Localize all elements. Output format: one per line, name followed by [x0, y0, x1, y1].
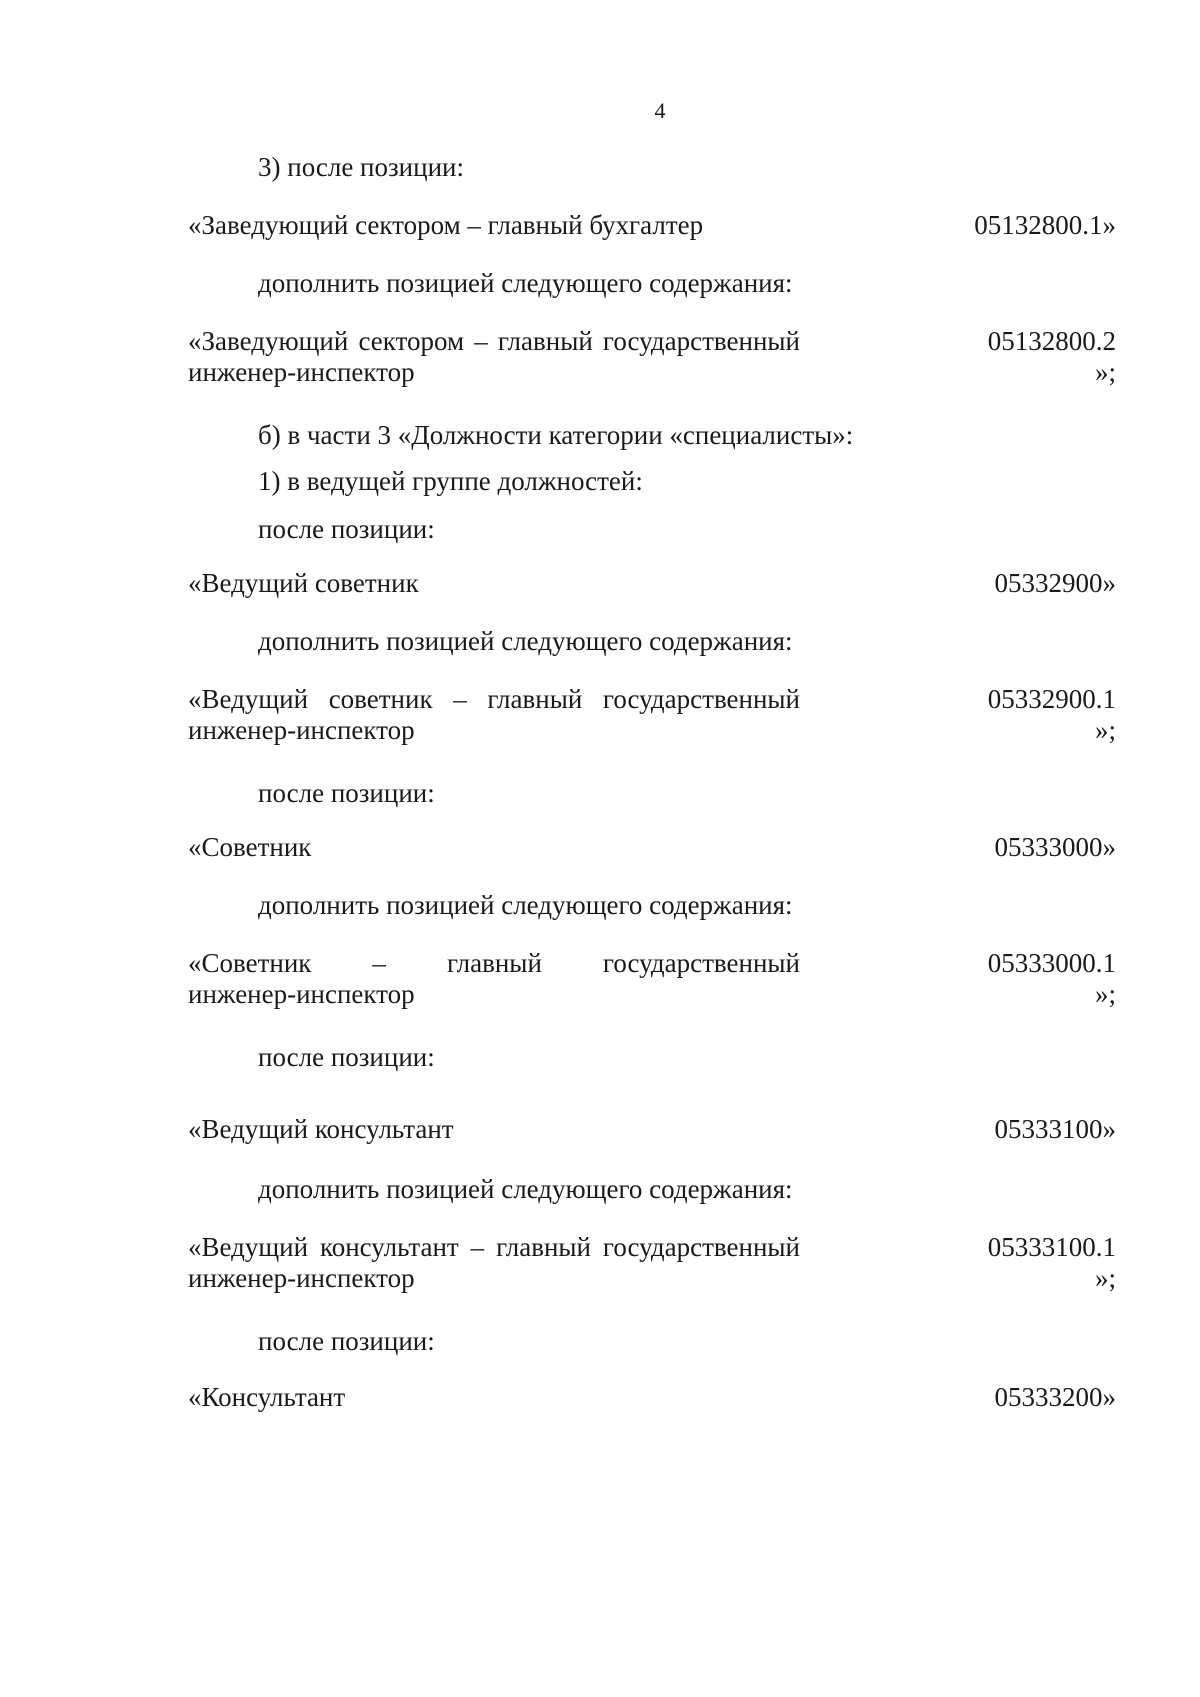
code-value: 05332900.1	[987, 684, 1116, 714]
code-end: »;	[1094, 979, 1116, 1009]
position-leading-consultant: «Ведущий консультант	[188, 1114, 454, 1144]
position-line2: инженер-инспектор	[188, 979, 415, 1009]
position-line1: «Ведущий консультант – главный государственный	[188, 1232, 800, 1262]
paragraph-add-position-2: дополнить позицией следующего содержания:	[258, 626, 793, 656]
position-leading-consultant-inspector	[188, 1232, 800, 1294]
position-leading-advisor: «Ведущий советник	[188, 568, 419, 598]
position-code-leading-consultant-inspector	[930, 1232, 1116, 1294]
paragraph-after-position-4: после позиции:	[258, 1326, 435, 1356]
position-advisor-inspector	[188, 948, 800, 1010]
position-code-leading-consultant: 05333100»	[994, 1114, 1116, 1144]
position-code-consultant: 05333200»	[994, 1382, 1116, 1412]
code-end: »;	[1094, 1263, 1116, 1293]
paragraph-add-position-3: дополнить позицией следующего содержания:	[258, 890, 793, 920]
paragraph-item-3: 3) после позиции:	[258, 152, 464, 182]
position-line1: «Заведующий сектором – главный государственный	[188, 326, 800, 356]
position-code-leading-advisor: 05332900»	[994, 568, 1116, 598]
paragraph-add-position-1: дополнить позицией следующего содержания:	[258, 268, 793, 298]
position-advisor: «Советник	[188, 832, 312, 862]
paragraph-part-3: б) в части 3 «Должности категории «специалисты»:	[258, 420, 854, 450]
code-value: 05132800.2	[987, 326, 1116, 356]
position-code-leading-advisor-inspector	[930, 684, 1116, 746]
paragraph-after-position-1: после позиции:	[258, 514, 435, 544]
position-consultant: «Консультант	[188, 1382, 346, 1412]
position-head-inspector	[188, 326, 800, 388]
code-end: »;	[1094, 357, 1116, 387]
position-code-head-inspector	[930, 326, 1116, 388]
position-line2: инженер-инспектор	[188, 715, 415, 745]
code-end: »;	[1094, 715, 1116, 745]
position-leading-advisor-inspector	[188, 684, 800, 746]
paragraph-after-position-3: после позиции:	[258, 1042, 435, 1072]
position-code-advisor: 05333000»	[994, 832, 1116, 862]
position-line1: «Советник – главный государственный	[188, 948, 800, 978]
paragraph-after-position-2: после позиции:	[258, 778, 435, 808]
position-code-advisor-inspector	[930, 948, 1116, 1010]
position-line1: «Ведущий советник – главный государственный	[188, 684, 800, 714]
position-head-accountant: «Заведующий сектором – главный бухгалтер	[188, 210, 704, 240]
position-line2: инженер-инспектор	[188, 1263, 415, 1293]
code-value: 05333100.1	[987, 1232, 1116, 1262]
paragraph-leading-group: 1) в ведущей группе должностей:	[258, 466, 643, 496]
position-code-head-accountant: 05132800.1»	[974, 210, 1116, 240]
paragraph-add-position-4: дополнить позицией следующего содержания:	[258, 1174, 793, 1204]
position-line2: инженер-инспектор	[188, 357, 415, 387]
page-number: 4	[654, 98, 666, 123]
code-value: 05333000.1	[987, 948, 1116, 978]
